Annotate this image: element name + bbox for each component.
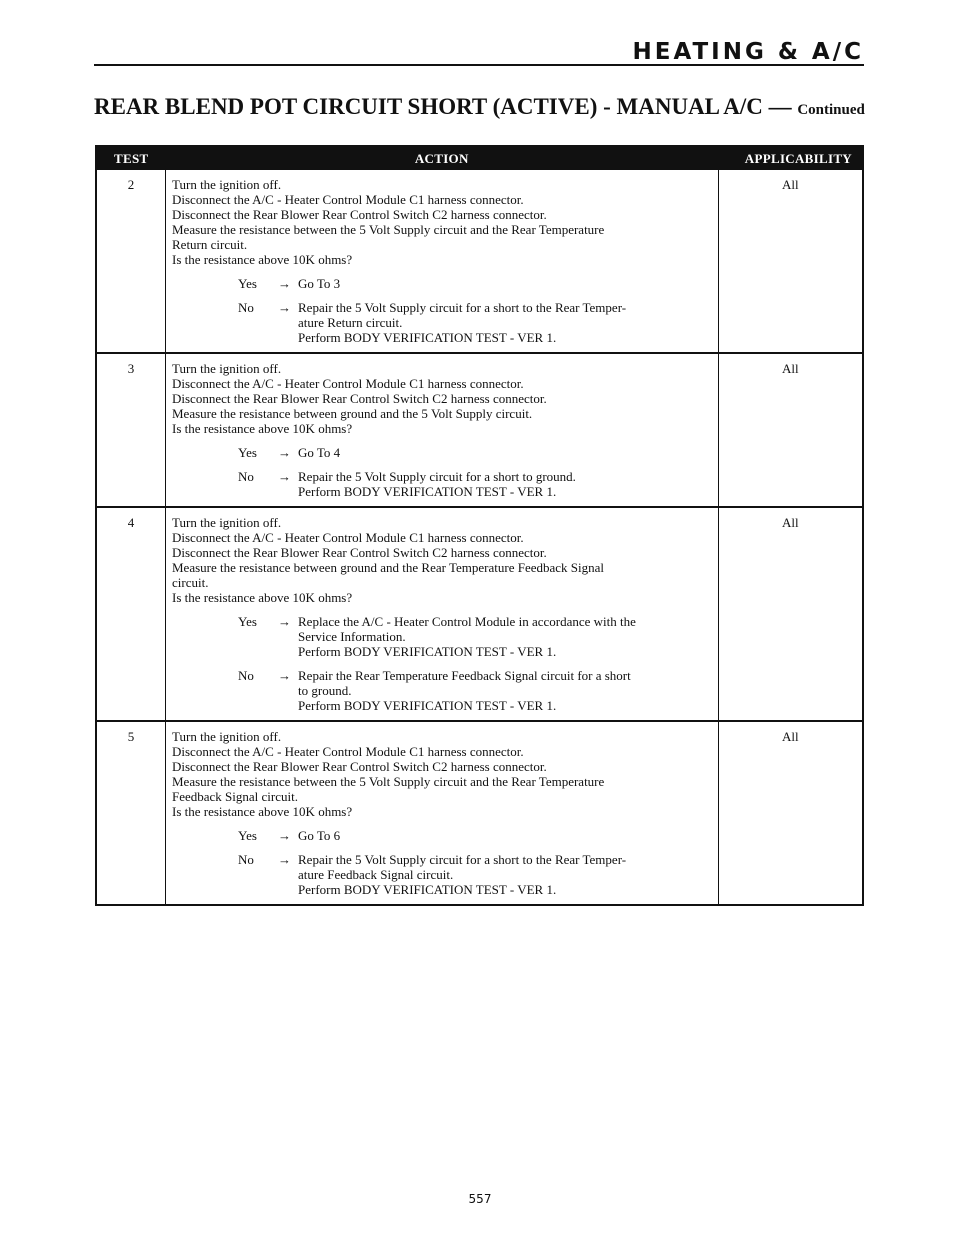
diagnostic-test-table [95,145,864,906]
outcome-line: Perform BODY VERIFICATION TEST - VER 1. [298,330,557,345]
arrow-right-icon: → [278,852,291,867]
action-step: Turn the ignition off. [172,361,282,376]
page-title [94,94,894,123]
action-step: Is the resistance above 10K ohms? [172,421,353,436]
outcome-line: Go To 6 [298,828,341,843]
test-number: 2 [96,170,166,353]
outcome-text [298,445,714,460]
arrow-right-icon: → [278,469,291,484]
outcome-line: Repair the 5 Volt Supply circuit for a short to the Rear Temper- [298,300,627,315]
outcome-line: ature Feedback Signal circuit. [298,867,454,882]
outcome-label: No [238,852,254,867]
action-step: Is the resistance above 10K ohms? [172,252,353,267]
table-row [96,721,863,905]
outcome-label: Yes [238,445,257,460]
outcome-label: Yes [238,276,257,291]
arrow-right-icon: → [278,276,291,291]
section-header: HEATING & A/C [632,39,864,65]
outcome-line: Perform BODY VERIFICATION TEST - VER 1. [298,698,557,713]
page-number: 557 [468,1192,492,1206]
test-applicability: All [718,507,863,721]
column-header-applicability: APPLICABILITY [718,146,863,170]
action-step: Feedback Signal circuit. [172,789,298,804]
title-main: REAR BLEND POT CIRCUIT SHORT (ACTIVE) - MANUAL A/C — [94,94,792,119]
action-step: Disconnect the A/C - Heater Control Module C1 harness connector. [172,192,524,207]
test-action [166,507,719,721]
action-step: Disconnect the Rear Blower Rear Control Switch C2 harness connector. [172,759,547,774]
outcome-text [298,852,714,897]
outcome-no [172,469,714,499]
outcome-line: Service Information. [298,629,406,644]
action-step: Is the resistance above 10K ohms? [172,804,353,819]
action-step: Is the resistance above 10K ohms? [172,590,353,605]
outcome-yes [172,828,714,843]
action-step: Turn the ignition off. [172,177,282,192]
outcome-line: Perform BODY VERIFICATION TEST - VER 1. [298,644,557,659]
outcome-line: Perform BODY VERIFICATION TEST - VER 1. [298,484,557,499]
action-step: Turn the ignition off. [172,729,282,744]
outcome-yes [172,614,714,659]
column-header-test: TEST [96,146,166,170]
action-step: Disconnect the A/C - Heater Control Module C1 harness connector. [172,530,524,545]
action-step: Disconnect the Rear Blower Rear Control Switch C2 harness connector. [172,545,547,560]
test-action [166,170,719,353]
arrow-right-icon: → [278,445,291,460]
action-step: Measure the resistance between ground and the Rear Temperature Feedback Signal [172,560,605,575]
test-applicability: All [718,353,863,507]
outcome-yes [172,276,714,291]
outcome-line: to ground. [298,683,352,698]
test-number: 5 [96,721,166,905]
action-step: Disconnect the A/C - Heater Control Module C1 harness connector. [172,744,524,759]
outcome-line: Repair the Rear Temperature Feedback Signal circuit for a short [298,668,631,683]
outcome-line: Replace the A/C - Heater Control Module in accordance with the [298,614,636,629]
action-step: circuit. [172,575,209,590]
outcome-line: Go To 4 [298,445,341,460]
test-applicability: All [718,721,863,905]
test-action [166,353,719,507]
outcome-no [172,852,714,897]
outcome-no [172,668,714,713]
arrow-right-icon: → [278,614,291,629]
outcome-label: No [238,668,254,683]
outcome-text [298,828,714,843]
outcome-text [298,276,714,291]
header-rule [94,64,864,66]
action-step: Measure the resistance between ground and the 5 Volt Supply circuit. [172,406,533,421]
table-row [96,353,863,507]
action-step: Measure the resistance between the 5 Volt Supply circuit and the Rear Temperature [172,774,605,789]
action-step: Measure the resistance between the 5 Volt Supply circuit and the Rear Temperature [172,222,605,237]
outcome-label: No [238,300,254,315]
table-row [96,507,863,721]
outcome-no [172,300,714,345]
outcome-text [298,469,714,499]
outcome-line: Perform BODY VERIFICATION TEST - VER 1. [298,882,557,897]
action-step: Turn the ignition off. [172,515,282,530]
action-step: Disconnect the A/C - Heater Control Module C1 harness connector. [172,376,524,391]
test-number: 4 [96,507,166,721]
outcome-line: Repair the 5 Volt Supply circuit for a short to ground. [298,469,576,484]
action-step: Return circuit. [172,237,248,252]
table-header-row [96,146,863,170]
action-step: Disconnect the Rear Blower Rear Control Switch C2 harness connector. [172,391,547,406]
outcome-label: No [238,469,254,484]
outcome-label: Yes [238,828,257,843]
test-applicability: All [781,177,799,192]
outcome-yes [172,445,714,460]
arrow-right-icon: → [278,828,291,843]
outcome-label: Yes [238,614,257,629]
arrow-right-icon: → [278,300,291,315]
outcome-text [298,300,714,345]
table-row [96,170,863,353]
title-continued: Continued [797,102,865,118]
test-number: 3 [96,353,166,507]
outcome-text [298,668,714,713]
table-body [96,170,863,905]
outcome-line: Repair the 5 Volt Supply circuit for a short to the Rear Temper- [298,852,627,867]
action-step: Disconnect the Rear Blower Rear Control Switch C2 harness connector. [172,207,547,222]
test-action [166,721,719,905]
outcome-text [298,614,714,659]
arrow-right-icon: → [278,668,291,683]
column-header-action: ACTION [166,146,719,170]
outcome-line: Go To 3 [298,276,341,291]
outcome-line: ature Return circuit. [298,315,403,330]
